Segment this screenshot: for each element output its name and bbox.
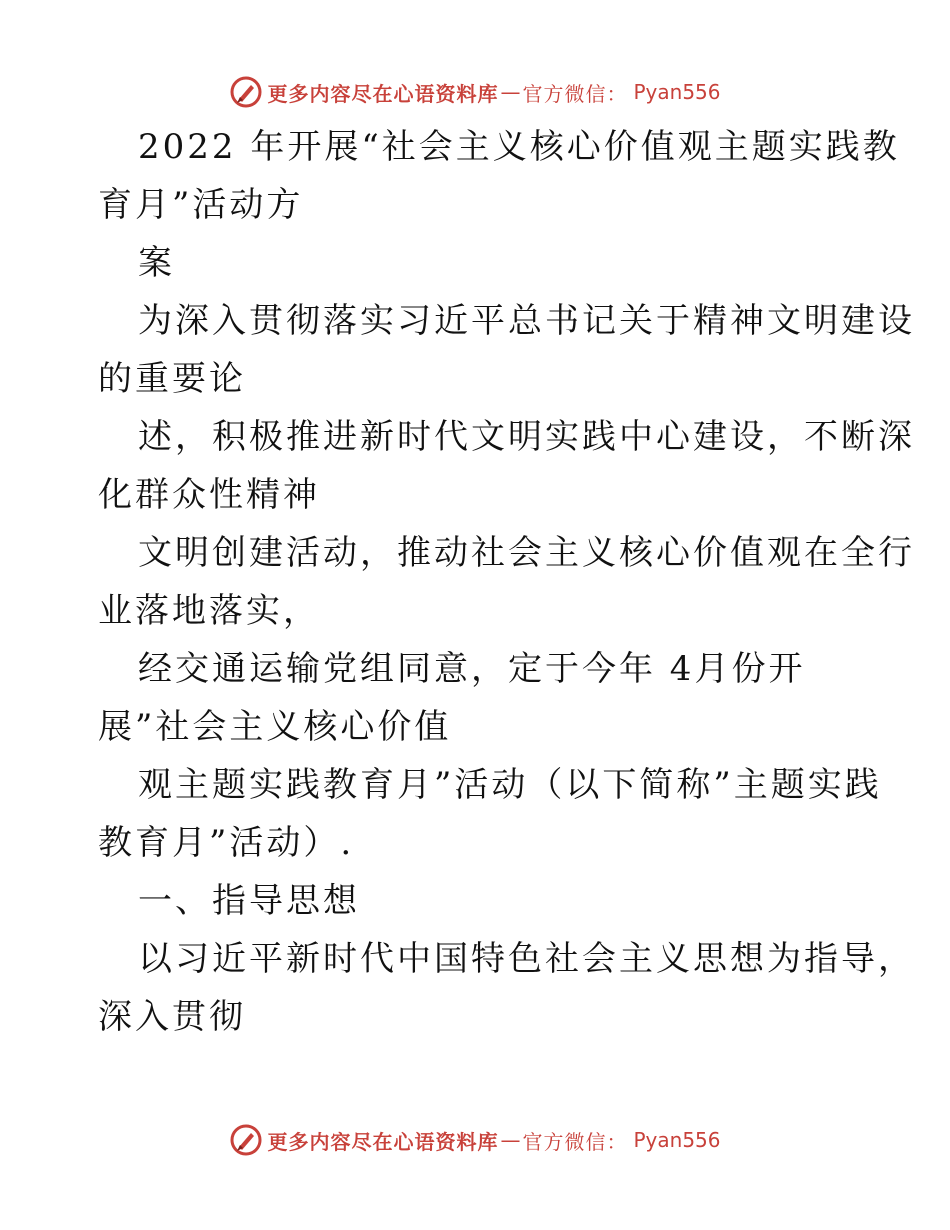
doc-line-paragraph: 教育月”活动）. — [98, 823, 355, 863]
banner-brand-text: 更多内容尽在心语资料库 — [267, 1129, 499, 1154]
doc-line-paragraph: 观主题实践教育月”活动（以下简称”主题实践 — [138, 765, 882, 805]
doc-line-paragraph: 经交通运输党组同意，定于今年 4月份开 — [138, 649, 806, 689]
doc-line-paragraph: 文明创建活动，推动社会主义核心价值观在全行 — [138, 533, 915, 573]
banner-wechat-handle: Pyan556 — [633, 1128, 721, 1152]
doc-line-paragraph: 为深入贯彻落实习近平总书记关于精神文明建设 — [138, 301, 915, 341]
banner-wechat-handle: Pyan556 — [633, 80, 721, 104]
banner-wechat-label: 官方微信： — [522, 81, 628, 106]
doc-line-paragraph: 述，积极推进新时代文明实践中心建设，不断深 — [138, 417, 915, 457]
banner-dash: — — [500, 80, 521, 104]
doc-line-section-heading: 一、指导思想 — [138, 881, 360, 921]
doc-line-paragraph: 的重要论 — [98, 359, 246, 399]
doc-line-paragraph: 深入贯彻 — [98, 997, 246, 1037]
banner-dash: — — [500, 1128, 521, 1152]
banner-brand-text: 更多内容尽在心语资料库 — [267, 81, 499, 106]
doc-line-title-1: 2022 年开展“社会主义核心价值观主题实践教 — [138, 127, 900, 167]
banner-wechat-label: 官方微信： — [522, 1129, 628, 1154]
doc-line-paragraph: 化群众性精神 — [98, 475, 320, 515]
pen-logo-icon — [229, 1123, 263, 1157]
doc-line-paragraph: 展”社会主义核心价值 — [98, 707, 452, 747]
doc-line-title-2: 育月”活动方 — [98, 185, 304, 225]
document-body — [98, 118, 915, 1046]
pen-logo-icon — [229, 75, 263, 109]
doc-line-paragraph: 以习近平新时代中国特色社会主义思想为指导， — [138, 939, 915, 979]
footer-watermark-banner — [0, 1120, 950, 1160]
doc-line-title-3: 案 — [138, 243, 175, 283]
doc-line-paragraph: 业落地落实， — [98, 591, 320, 631]
header-watermark-banner — [0, 72, 950, 112]
